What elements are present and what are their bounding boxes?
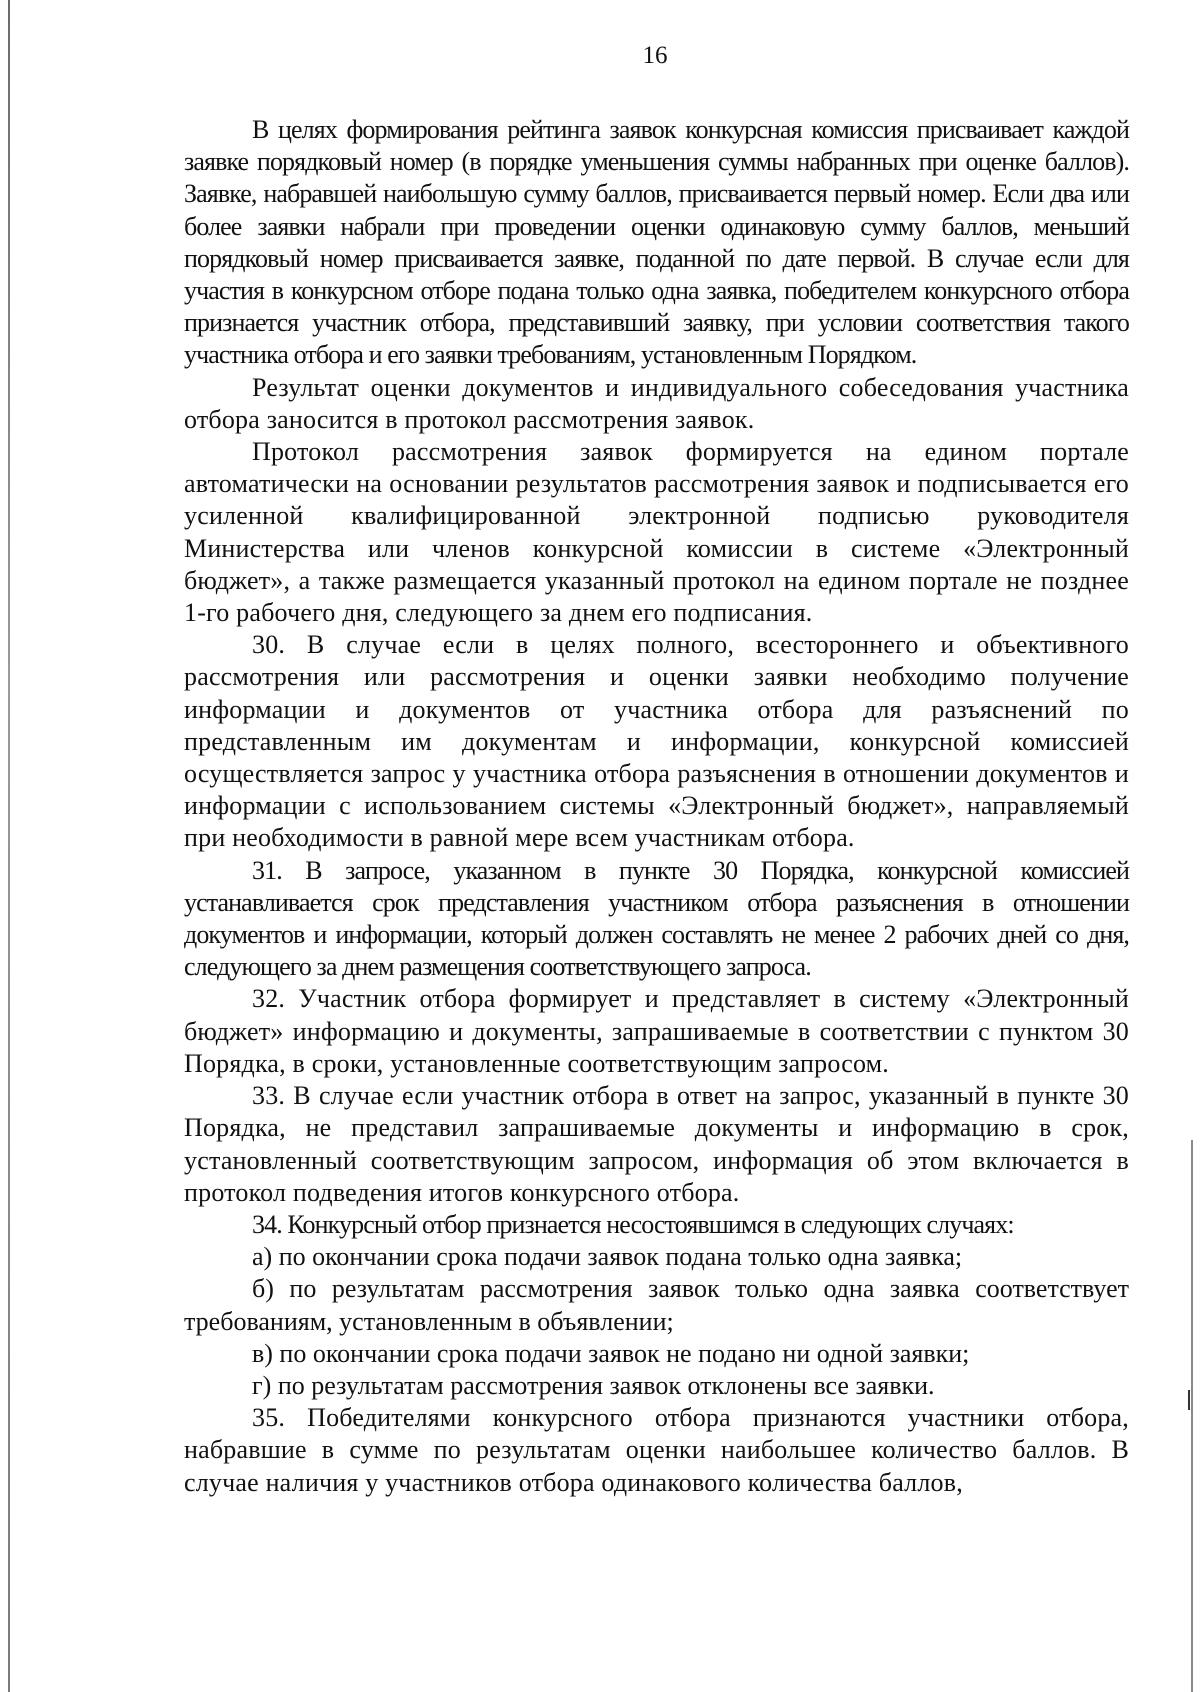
page-number: 16 <box>642 42 668 69</box>
paragraph-rating: В целях формирования рейтинга заявок конкурсная комиссия присваивает каждой заявке порядковый номер (в порядке уменьшения суммы набранных при оценке баллов). Заявке, набравшей наибольшую сумму баллов, присваивается первый номер. Если два или более заявки набрали при проведении оценки одинаковую сумму баллов, меньший порядковый номер присваивается заявке, поданной по дате первой. В случае если для участия в конкурсном отборе подана только одна заявка, победителем конкурсного отбора признается участник отбора, представивший заявку, при условии соответствия такого участника отбора и его заявки требованиям, установленным Порядком. <box>184 115 1129 370</box>
paragraph-item-34b: б) по результатам рассмотрения заявок только одна заявка соответствует требованиям, установленным в объявлении; <box>184 1274 1129 1336</box>
paragraph-item-34: 34. Конкурсный отбор признается несостоявшимся в следующих случаях: <box>252 1209 1014 1239</box>
paragraph-item-35: 35. Победителями конкурсного отбора признаются участники отбора, набравшие в сумме по результатам оценки наибольшее количество баллов. В случае наличия у участников отбора одинакового количества баллов, <box>184 1403 1129 1497</box>
paragraph-evaluation-result: Результат оценки документов и индивидуального собеседования участника отбора заносится в протокол рассмотрения заявок. <box>184 372 1129 434</box>
paragraph-item-30: 30. В случае если в целях полного, всестороннего и объективного рассмотрения или рассмотрения и оценки заявки необходимо получение информации и документов от участника отбора для разъяснений по представленным им документам и информации, конкурсной комиссией осуществляется запрос у участника отбора разъяснения в отношении документов и информации с использованием системы «Электронный бюджет», направляемый при необходимости в равной мере всем участникам отбора. <box>184 630 1129 853</box>
scan-border-right <box>1191 1140 1193 1692</box>
paragraph-item-34a: а) по окончании срока подачи заявок подана только одна заявка; <box>252 1242 963 1272</box>
paragraph-item-32: 32. Участник отбора формирует и представляет в систему «Электронный бюджет» информацию и документы, запрашиваемые в соответствии с пунктом 30 Порядка, в сроки, установленные соответствующим запросом. <box>184 984 1129 1078</box>
paragraph-item-34g: г) по результатам рассмотрения заявок отклонены все заявки. <box>252 1370 935 1400</box>
paragraph-protocol: Протокол рассмотрения заявок формируется на едином портале автоматически на основании результатов рассмотрения заявок и подписывается его усиленной квалифицированной электронной подписью руководителя Министерства или членов конкурсной комиссии в системе «Электронный бюджет», а также размещается указанный протокол на едином портале не позднее 1-го рабочего дня, следующего за днем его подписания. <box>184 437 1129 628</box>
paragraph-item-31: 31. В запросе, указанном в пункте 30 Порядка, конкурсной комиссией устанавливается срок представления участником отбора разъяснения в отношении документов и информации, который должен составлять не менее 2 рабочих дней со дня, следующего за днем размещения соответствующего запроса. <box>184 855 1129 982</box>
document-body <box>184 114 1129 1499</box>
paragraph-item-33: 33. В случае если участник отбора в ответ на запрос, указанный в пункте 30 Порядка, не представил запрашиваемые документы и информацию в срок, установленный соответствующим запросом, информация об этом включается в протокол подведения итогов конкурсного отбора. <box>184 1081 1129 1207</box>
paragraph-item-34v: в) по окончании срока подачи заявок не подано ни одной заявки; <box>252 1338 970 1368</box>
scan-border-left <box>8 0 10 1692</box>
scan-artifact-mark <box>1188 1390 1190 1410</box>
